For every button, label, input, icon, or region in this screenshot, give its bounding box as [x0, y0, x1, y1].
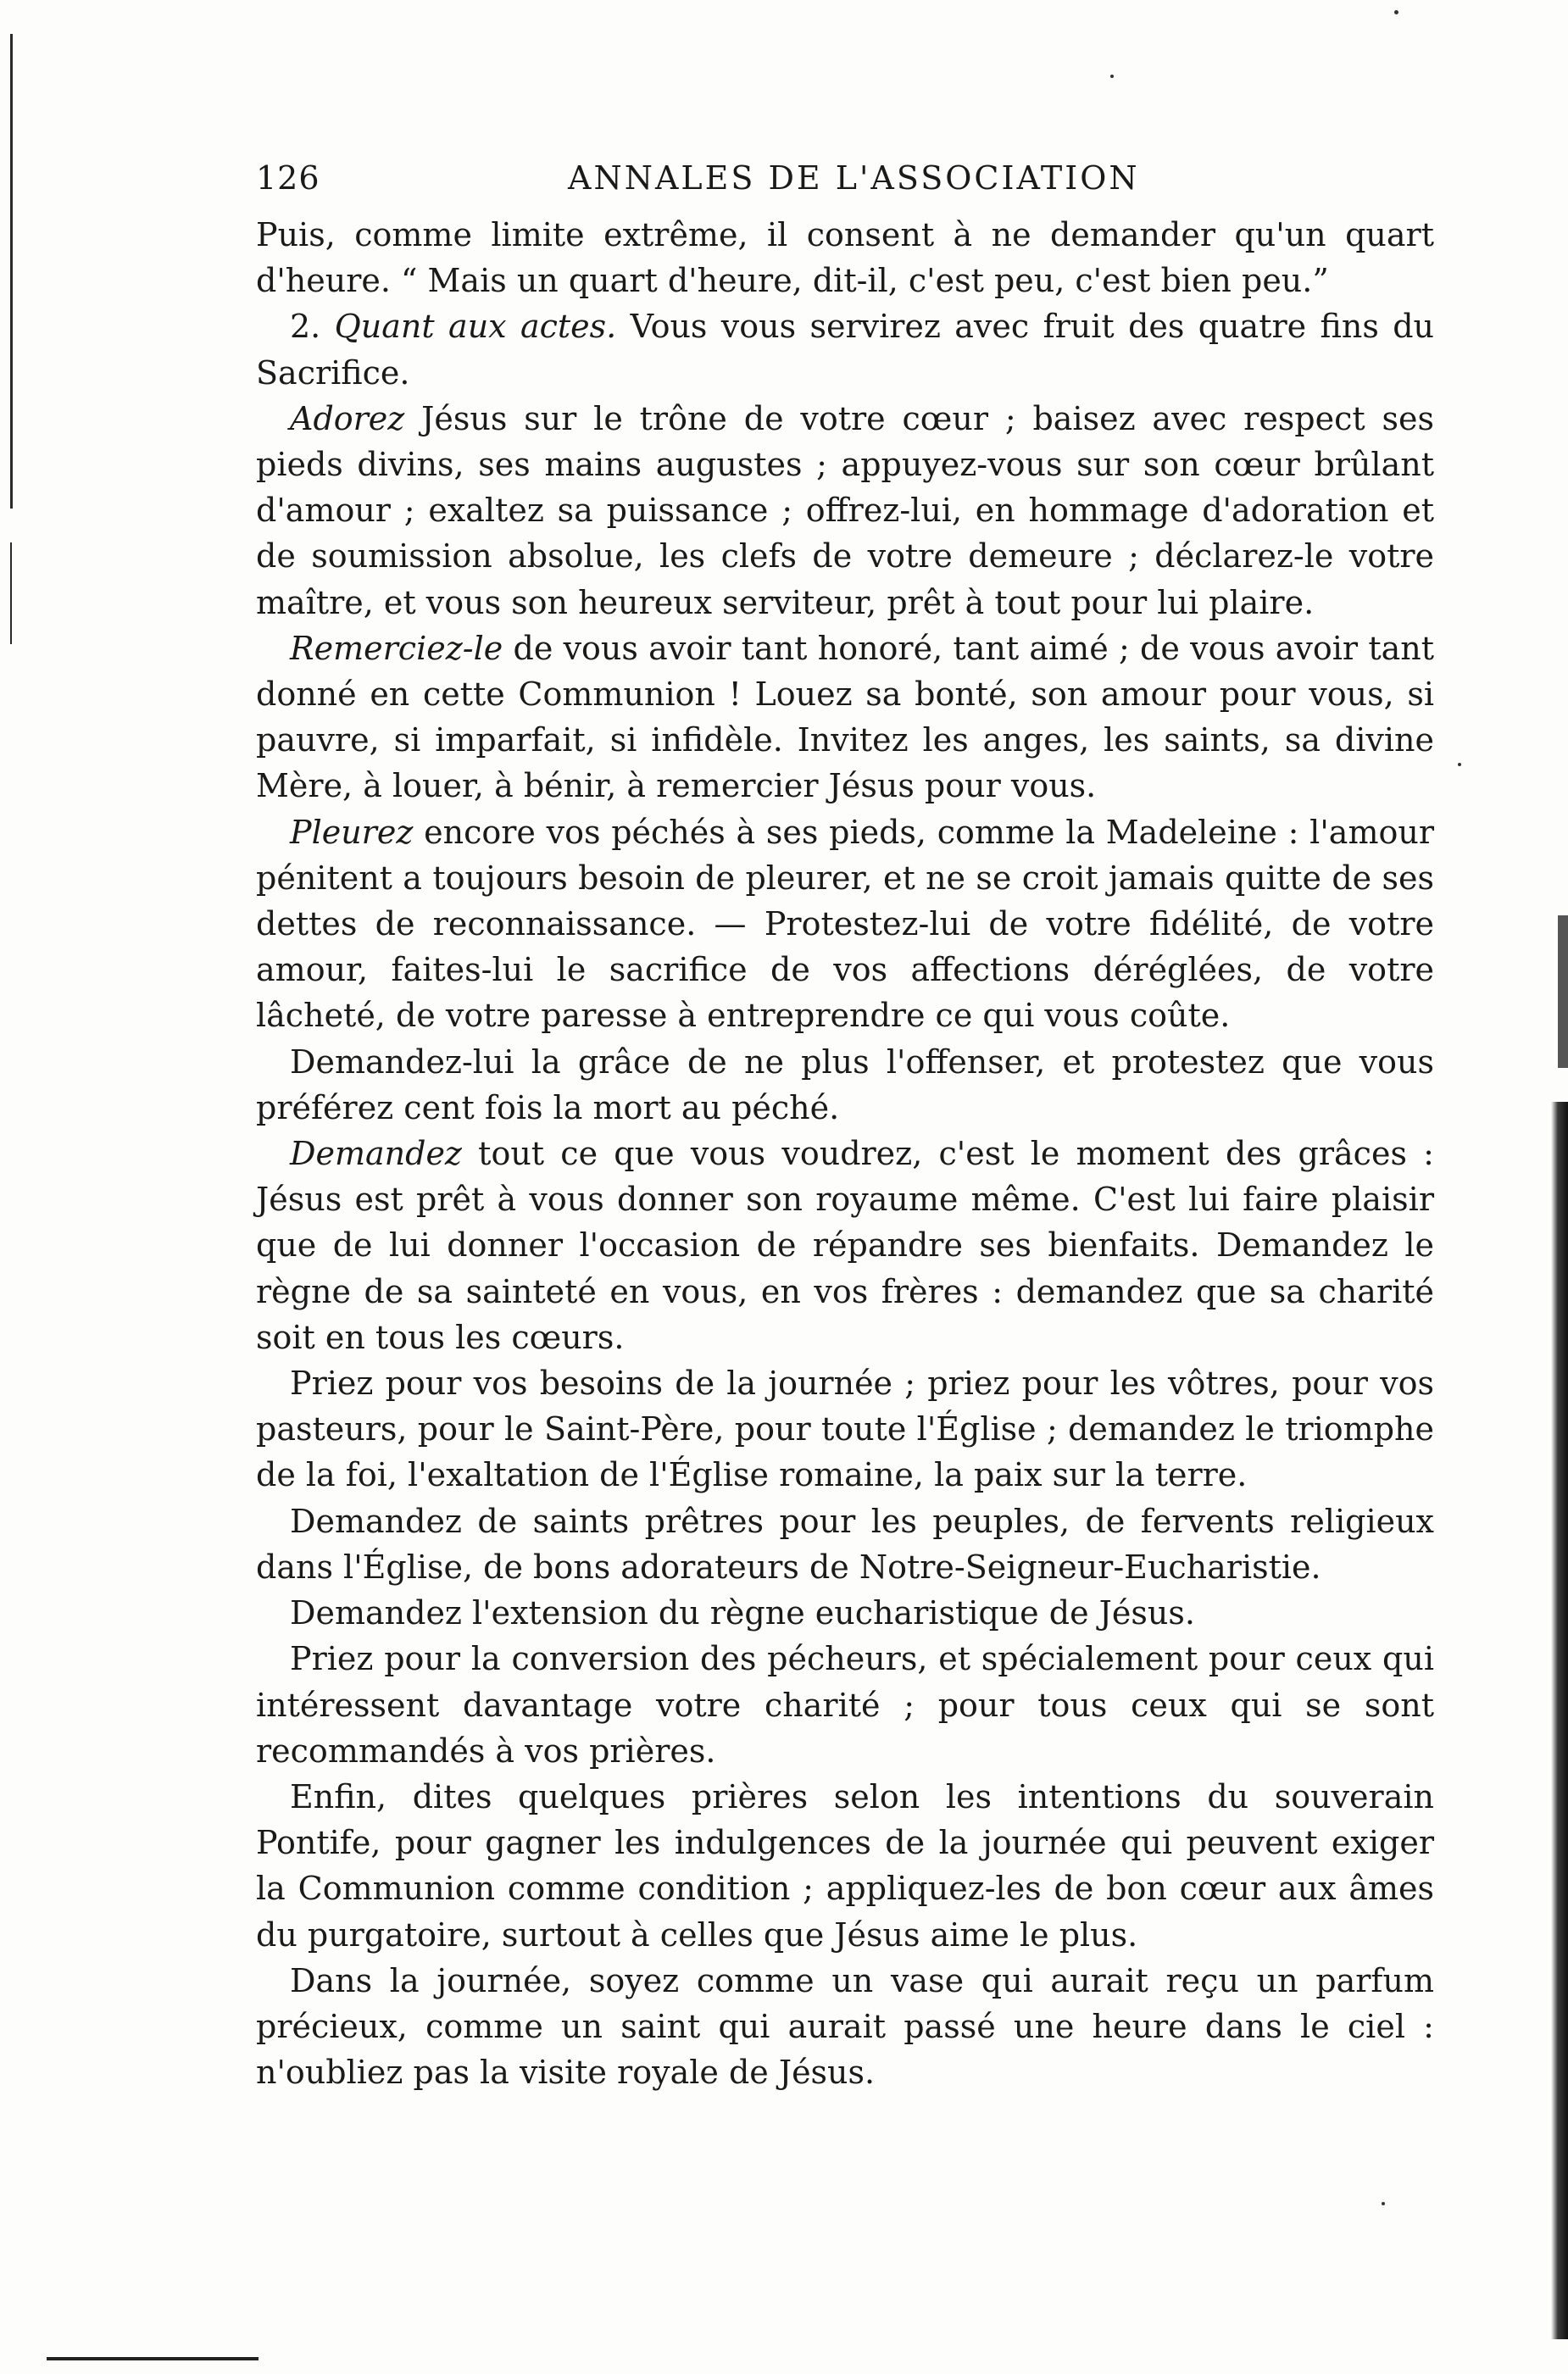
scan-edge-mark [47, 2357, 259, 2360]
paragraph [256, 396, 1434, 625]
scan-speck [1458, 763, 1461, 766]
emphasis-verb: Remerciez-le [290, 629, 503, 667]
paragraph-text: Priez pour vos besoins de la journée ; priez pour les vôtres, pour vos pasteurs, pour le Saint-Père, pour toute l'Église ; demandez le triomphe de la foi, l'exaltation de l'Église romaine, la paix sur la terre. [256, 1365, 1434, 1494]
binding-edge-mark [10, 34, 13, 509]
emphasis-verb: Demandez [290, 1135, 462, 1173]
scan-speck [1110, 75, 1114, 78]
paragraph [256, 1958, 1434, 2096]
running-title: ANNALES DE L'ASSOCIATION [568, 159, 1140, 197]
running-header [256, 159, 1434, 203]
paragraph [256, 1039, 1434, 1131]
body-text [256, 212, 1434, 2095]
paragraph [256, 1590, 1434, 1636]
gutter-shadow [1551, 1102, 1568, 2339]
page-number: 126 [256, 159, 320, 197]
binding-edge-mark [10, 542, 12, 644]
paragraph-text: Demandez de saints prêtres pour les peuples, de fervents religieux dans l'Église, de bons adorateurs de Notre-Seigneur-Eucharistie. [256, 1502, 1434, 1586]
paragraph-text: Jésus sur le trône de votre cœur ; baisez avec respect ses pieds divins, ses mains augustes ; appuyez-vous sur son cœur brûlant d'amour ; exaltez sa puissance ; offrez-lui, en hommage d'adoration et de soumission absolue, les clefs de votre demeure ; déclarez-le votre maître, et vous son heureux serviteur, prêt à tout pour lui plaire. [256, 399, 1434, 621]
paragraph-text: Dans la journée, soyez comme un vase qui aurait reçu un parfum précieux, comme un saint qui aurait passé une heure dans le ciel : n'oubliez pas la visite royale de Jésus. [256, 1961, 1434, 2092]
paragraph [256, 1636, 1434, 1774]
emphasis-verb: Quant aux actes. [334, 308, 617, 346]
scan-speck [1394, 10, 1398, 14]
gutter-shadow [1558, 915, 1568, 1068]
paragraph [256, 1498, 1434, 1590]
paragraph-text: encore vos péchés à ses pieds, comme la Madeleine : l'amour pénitent a toujours besoin de pleurer, et ne se croit jamais quitte de ses dettes de reconnaissance. — Protestez-lui de votre fidélité, de votre amour, faites-lui le sacrifice de vos affections déréglées, de votre lâcheté, de votre paresse à entreprendre ce qui vous coûte. [256, 813, 1434, 1035]
paragraph [256, 809, 1434, 1039]
paragraph [256, 1774, 1434, 1958]
paragraph-text: tout ce que vous voudrez, c'est le moment des grâces : Jésus est prêt à vous donner son royaume même. C'est lui faire plaisir que de lui donner l'occasion de répandre ses bienfaits. Demandez le règne de sa sainteté en vous, en vos frères : demandez que sa charité soit en tous les cœurs. [256, 1135, 1434, 1356]
paragraph [256, 212, 1434, 303]
paragraph-text: Vous vous servirez avec fruit des quatre fins du Sacrifice. [256, 308, 1434, 392]
paragraph [256, 625, 1434, 809]
paragraph-text: de vous avoir tant honoré, tant aimé ; de vous avoir tant donné en cette Communion ! Louez sa bonté, son amour pour vous, si pauvre, si imparfait, si infidèle. Invitez les anges, les saints, sa divine Mère, à louer, à bénir, à remercier Jésus pour vous. [256, 629, 1434, 805]
paragraph [256, 1360, 1434, 1498]
paragraph-number: 2. [290, 308, 335, 346]
paragraph-text: Demandez-lui la grâce de ne plus l'offenser, et protestez que vous préférez cent fois la mort au péché. [256, 1042, 1434, 1126]
paragraph-text: Demandez l'extension du règne eucharistique de Jésus. [290, 1594, 1195, 1632]
paragraph-text: Priez pour la conversion des pécheurs, et spécialement pour ceux qui intéressent davantage votre charité ; pour tous ceux qui se sont recommandés à vos prières. [256, 1640, 1434, 1770]
paragraph [256, 1131, 1434, 1360]
emphasis-verb: Pleurez [290, 813, 414, 851]
paragraph-text: Enfin, dites quelques prières selon les intentions du souverain Pontife, pour gagner les indulgences de la journée qui peuvent exiger la Communion comme condition ; appliquez-les de bon cœur aux âmes du purgatoire, surtout à celles que Jésus aime le plus. [256, 1777, 1434, 1954]
paragraph-text: Puis, comme limite extrême, il consent à ne demander qu'un quart d'heure. “ Mais un quart d'heure, dit-il, c'est peu, c'est bien peu.” [256, 216, 1434, 300]
paragraph [256, 303, 1434, 395]
emphasis-verb: Adorez [290, 399, 405, 437]
scan-speck [1382, 2202, 1385, 2205]
